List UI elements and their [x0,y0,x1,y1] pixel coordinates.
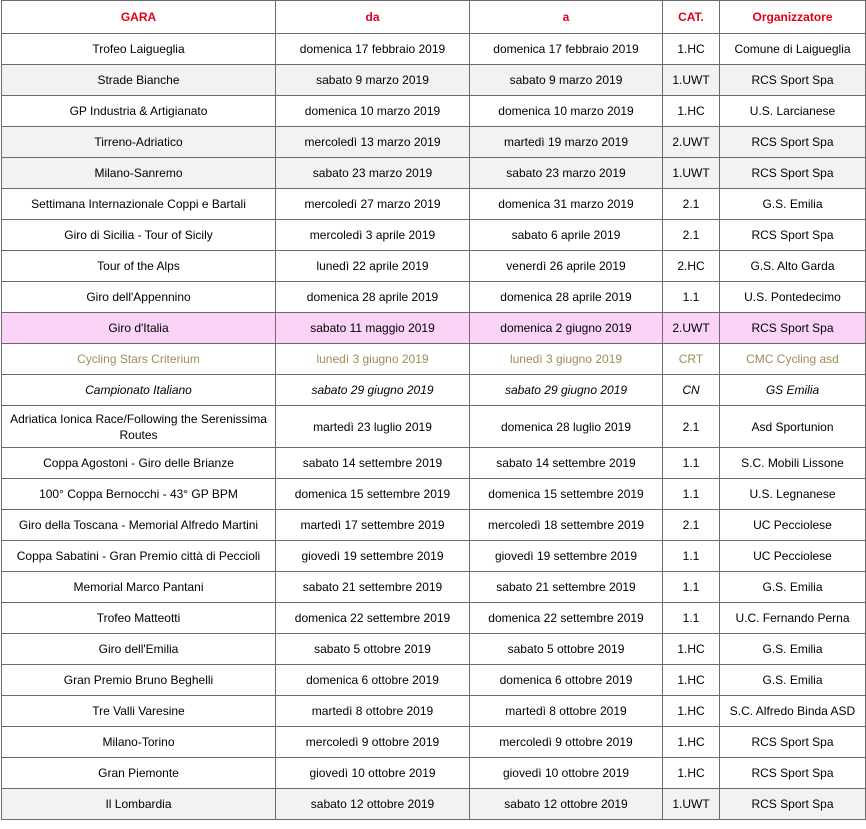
table-row [2,696,866,727]
cell-organizzatore: G.S. Emilia [720,189,866,220]
cell-cat: 1.UWT [663,65,720,96]
table-body [2,34,866,820]
cell-da: sabato 23 marzo 2019 [276,158,470,189]
cell-organizzatore: RCS Sport Spa [720,727,866,758]
cell-organizzatore: GS Emilia [720,375,866,406]
cell-organizzatore: U.C. Fernando Perna [720,603,866,634]
cell-gara: Milano-Torino [2,727,276,758]
cell-cat: 1.HC [663,696,720,727]
cell-gara: Tirreno-Adriatico [2,127,276,158]
cell-a: sabato 14 settembre 2019 [470,448,663,479]
table-row [2,375,866,406]
table-row [2,541,866,572]
header-organizzatore: Organizzatore [720,1,866,34]
cell-a: domenica 2 giugno 2019 [470,313,663,344]
cell-da: domenica 6 ottobre 2019 [276,665,470,696]
table-row [2,789,866,820]
cell-cat: 2.1 [663,510,720,541]
cell-cat: 2.1 [663,406,720,448]
cell-organizzatore: RCS Sport Spa [720,789,866,820]
cell-gara: Campionato Italiano [2,375,276,406]
header-row [2,1,866,34]
cell-a: domenica 15 settembre 2019 [470,479,663,510]
table-row [2,727,866,758]
cell-gara: Memorial Marco Pantani [2,572,276,603]
cell-organizzatore: RCS Sport Spa [720,220,866,251]
cell-organizzatore: CMC Cycling asd [720,344,866,375]
cell-gara: Giro di Sicilia - Tour of Sicily [2,220,276,251]
cell-da: martedì 8 ottobre 2019 [276,696,470,727]
cell-cat: 1.HC [663,665,720,696]
cell-da: domenica 22 settembre 2019 [276,603,470,634]
cell-a: domenica 10 marzo 2019 [470,96,663,127]
cell-organizzatore: G.S. Emilia [720,665,866,696]
cell-organizzatore: G.S. Emilia [720,634,866,665]
cell-a: domenica 31 marzo 2019 [470,189,663,220]
cell-a: martedì 19 marzo 2019 [470,127,663,158]
cell-da: sabato 5 ottobre 2019 [276,634,470,665]
cell-a: sabato 5 ottobre 2019 [470,634,663,665]
cell-da: domenica 15 settembre 2019 [276,479,470,510]
cell-a: mercoledì 18 settembre 2019 [470,510,663,541]
cell-organizzatore: RCS Sport Spa [720,65,866,96]
cell-a: domenica 28 aprile 2019 [470,282,663,313]
table-row [2,344,866,375]
table-row [2,313,866,344]
table-header [2,1,866,34]
cell-cat: 1.HC [663,758,720,789]
cell-cat: 1.UWT [663,158,720,189]
cell-gara: Giro della Toscana - Memorial Alfredo Martini [2,510,276,541]
header-gara: GARA [2,1,276,34]
cell-cat: 2.1 [663,189,720,220]
cell-gara: Cycling Stars Criterium [2,344,276,375]
cell-cat: 1.1 [663,448,720,479]
cell-cat: 2.1 [663,220,720,251]
cell-a: mercoledì 9 ottobre 2019 [470,727,663,758]
cell-gara: Giro dell'Appennino [2,282,276,313]
cell-cat: CN [663,375,720,406]
cell-da: sabato 14 settembre 2019 [276,448,470,479]
cell-da: mercoledì 13 marzo 2019 [276,127,470,158]
cell-gara: Coppa Agostoni - Giro delle Brianze [2,448,276,479]
cell-organizzatore: UC Pecciolese [720,541,866,572]
cell-gara: Tour of the Alps [2,251,276,282]
cell-da: mercoledì 3 aprile 2019 [276,220,470,251]
cell-organizzatore: Asd Sportunion [720,406,866,448]
cell-da: sabato 21 settembre 2019 [276,572,470,603]
table-row [2,406,866,448]
table-row [2,251,866,282]
cell-organizzatore: Comune di Laigueglia [720,34,866,65]
cell-da: mercoledì 27 marzo 2019 [276,189,470,220]
cell-gara: Milano-Sanremo [2,158,276,189]
cell-cat: 1.HC [663,96,720,127]
cell-gara: Gran Premio Bruno Beghelli [2,665,276,696]
table-row [2,758,866,789]
cell-da: martedì 17 settembre 2019 [276,510,470,541]
cell-organizzatore: RCS Sport Spa [720,127,866,158]
cell-da: sabato 12 ottobre 2019 [276,789,470,820]
cell-a: giovedì 10 ottobre 2019 [470,758,663,789]
cell-organizzatore: RCS Sport Spa [720,313,866,344]
cell-cat: CRT [663,344,720,375]
table-row [2,96,866,127]
table-row [2,634,866,665]
cell-gara: Trofeo Laigueglia [2,34,276,65]
cell-da: lunedì 22 aprile 2019 [276,251,470,282]
table-row [2,665,866,696]
cell-cat: 1.HC [663,34,720,65]
cell-da: giovedì 10 ottobre 2019 [276,758,470,789]
cell-a: domenica 17 febbraio 2019 [470,34,663,65]
cell-organizzatore: RCS Sport Spa [720,758,866,789]
cell-gara: GP Industria & Artigianato [2,96,276,127]
cell-da: domenica 17 febbraio 2019 [276,34,470,65]
cell-cat: 1.1 [663,603,720,634]
cell-a: giovedì 19 settembre 2019 [470,541,663,572]
cell-organizzatore: UC Pecciolese [720,510,866,541]
cell-cat: 1.HC [663,727,720,758]
cell-gara: Coppa Sabatini - Gran Premio città di Peccioli [2,541,276,572]
cell-gara: Giro d'Italia [2,313,276,344]
cell-da: sabato 9 marzo 2019 [276,65,470,96]
cell-cat: 1.HC [663,634,720,665]
table-row [2,65,866,96]
header-da: da [276,1,470,34]
cell-organizzatore: RCS Sport Spa [720,158,866,189]
table-row [2,34,866,65]
table-row [2,282,866,313]
cell-da: domenica 28 aprile 2019 [276,282,470,313]
cell-a: domenica 28 luglio 2019 [470,406,663,448]
cell-organizzatore: U.S. Pontedecimo [720,282,866,313]
cell-da: domenica 10 marzo 2019 [276,96,470,127]
cell-organizzatore: U.S. Larcianese [720,96,866,127]
cell-cat: 2.UWT [663,127,720,158]
cell-gara: Il Lombardia [2,789,276,820]
cell-gara: Gran Piemonte [2,758,276,789]
table-row [2,220,866,251]
cell-cat: 1.1 [663,572,720,603]
cell-da: giovedì 19 settembre 2019 [276,541,470,572]
cell-da: martedì 23 luglio 2019 [276,406,470,448]
cell-a: sabato 23 marzo 2019 [470,158,663,189]
table-row [2,189,866,220]
cell-a: domenica 6 ottobre 2019 [470,665,663,696]
table-row [2,572,866,603]
cell-cat: 1.1 [663,479,720,510]
cell-gara: Adriatica Ionica Race/Following the Serenissima Routes [2,406,276,448]
table-row [2,127,866,158]
race-calendar-table [1,0,866,820]
cell-a: sabato 21 settembre 2019 [470,572,663,603]
cell-da: mercoledì 9 ottobre 2019 [276,727,470,758]
cell-da: lunedì 3 giugno 2019 [276,344,470,375]
table-row [2,510,866,541]
cell-cat: 1.1 [663,282,720,313]
cell-da: sabato 11 maggio 2019 [276,313,470,344]
cell-a: martedì 8 ottobre 2019 [470,696,663,727]
cell-da: sabato 29 giugno 2019 [276,375,470,406]
cell-gara: Settimana Internazionale Coppi e Bartali [2,189,276,220]
cell-organizzatore: G.S. Emilia [720,572,866,603]
cell-a: sabato 29 giugno 2019 [470,375,663,406]
cell-gara: Strade Bianche [2,65,276,96]
cell-gara: 100° Coppa Bernocchi - 43° GP BPM [2,479,276,510]
header-cat: CAT. [663,1,720,34]
table-row [2,158,866,189]
table-row [2,603,866,634]
cell-organizzatore: S.C. Mobili Lissone [720,448,866,479]
cell-organizzatore: G.S. Alto Garda [720,251,866,282]
cell-a: sabato 6 aprile 2019 [470,220,663,251]
cell-cat: 2.UWT [663,313,720,344]
header-a: a [470,1,663,34]
cell-cat: 1.UWT [663,789,720,820]
cell-organizzatore: U.S. Legnanese [720,479,866,510]
cell-gara: Trofeo Matteotti [2,603,276,634]
cell-a: sabato 9 marzo 2019 [470,65,663,96]
table-row [2,448,866,479]
cell-gara: Tre Valli Varesine [2,696,276,727]
cell-a: domenica 22 settembre 2019 [470,603,663,634]
cell-cat: 1.1 [663,541,720,572]
cell-a: lunedì 3 giugno 2019 [470,344,663,375]
table-row [2,479,866,510]
cell-a: venerdì 26 aprile 2019 [470,251,663,282]
cell-gara: Giro dell'Emilia [2,634,276,665]
cell-cat: 2.HC [663,251,720,282]
cell-organizzatore: S.C. Alfredo Binda ASD [720,696,866,727]
cell-a: sabato 12 ottobre 2019 [470,789,663,820]
